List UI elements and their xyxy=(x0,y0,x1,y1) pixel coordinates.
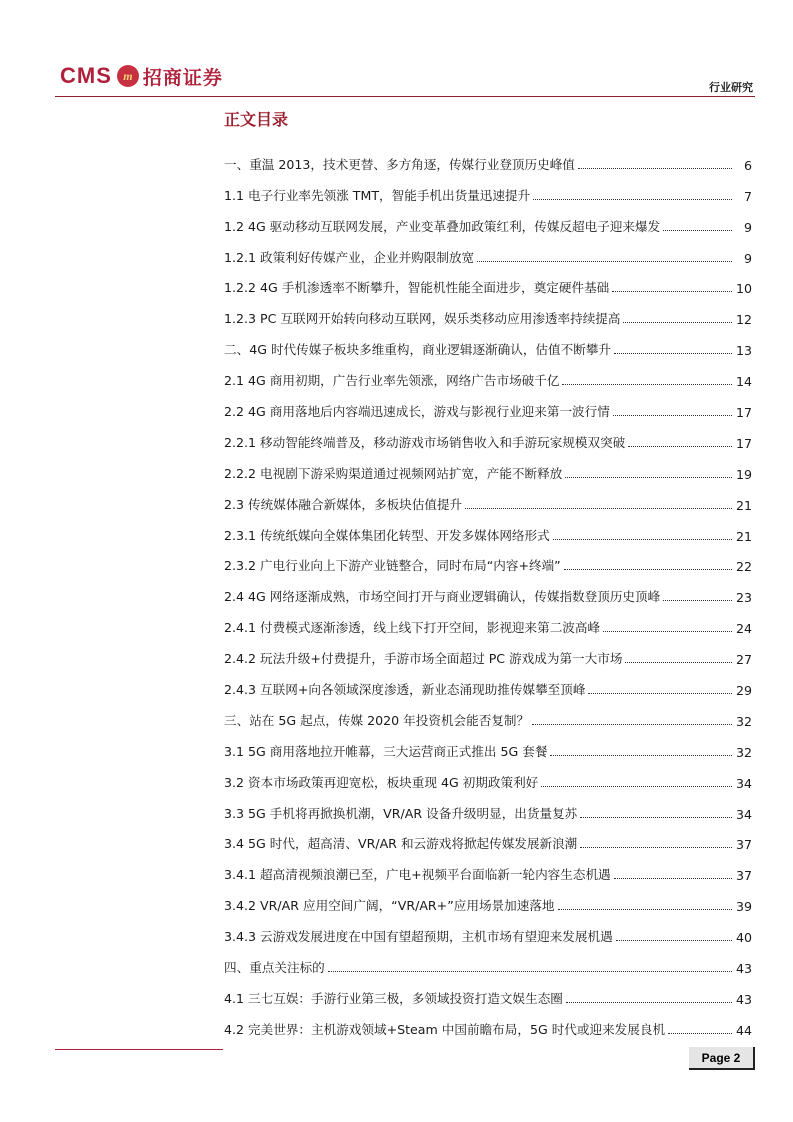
toc-entry[interactable] xyxy=(224,296,752,327)
toc-entry[interactable] xyxy=(224,976,752,1007)
toc-dot-leader xyxy=(588,693,732,694)
toc-entry-page: 29 xyxy=(735,683,752,699)
toc-dot-leader xyxy=(477,261,732,262)
toc-entry[interactable] xyxy=(224,914,752,945)
toc-entry-title: 3.4 5G 时代，超高清、VR/AR 和云游戏将掀起传媒发展新浪潮 xyxy=(224,836,578,852)
toc-entry-page: 32 xyxy=(735,744,752,760)
toc-entry[interactable] xyxy=(224,945,752,976)
toc-dot-leader xyxy=(614,878,732,879)
toc-dot-leader xyxy=(616,940,732,941)
toc-entry-title: 1.2 4G 驱动移动互联网发展，产业变革叠加政策红利，传媒反超电子迎来爆发 xyxy=(224,218,661,234)
toc-entry-page: 27 xyxy=(735,652,752,668)
toc-entry-title: 三、站在 5G 起点，传媒 2020 年投资机会能否复制？ xyxy=(224,712,530,728)
toc-entry-page: 34 xyxy=(735,806,752,822)
toc-entry-page: 17 xyxy=(735,405,752,421)
toc-entry-page: 23 xyxy=(735,590,752,606)
toc-entry-page: 43 xyxy=(735,991,752,1007)
toc-dot-leader xyxy=(558,909,732,910)
toc-entry-title: 3.2 资本市场政策再迎宽松，板块重现 4G 初期政策利好 xyxy=(224,774,539,790)
toc-entry[interactable] xyxy=(224,760,752,791)
toc-dot-leader xyxy=(465,508,732,509)
toc-entry[interactable] xyxy=(224,142,752,173)
toc-entry-page: 17 xyxy=(735,435,752,451)
toc-dot-leader xyxy=(328,971,732,972)
toc-entry-page: 32 xyxy=(735,713,752,729)
toc-entry[interactable] xyxy=(224,605,752,636)
toc-entry-page: 9 xyxy=(743,219,752,235)
toc-entry[interactable] xyxy=(224,358,752,389)
toc-dot-leader xyxy=(550,755,732,756)
toc-entry[interactable] xyxy=(224,729,752,760)
toc-entry[interactable] xyxy=(224,451,752,482)
toc-entry-page: 19 xyxy=(735,466,752,482)
toc-dot-leader xyxy=(623,322,732,323)
toc-dot-leader xyxy=(533,199,732,200)
toc-dot-leader xyxy=(612,291,732,292)
toc-entry-page: 10 xyxy=(735,281,752,297)
toc-dot-leader xyxy=(668,1033,732,1034)
report-type-label: 行业研究 xyxy=(709,81,753,94)
toc-entry[interactable] xyxy=(224,235,752,266)
toc-entry-title: 2.4.1 付费模式逐渐渗透，线上线下打开空间，影视迎来第二波高峰 xyxy=(224,620,601,636)
toc-entry-title: 1.2.1 政策利好传媒产业，企业并购限制放宽 xyxy=(224,249,475,265)
toc-dot-leader xyxy=(613,415,732,416)
toc-entry[interactable] xyxy=(224,883,752,914)
toc-dot-leader xyxy=(603,631,732,632)
toc-dot-leader xyxy=(564,569,732,570)
toc-entry-title: 2.3 传统媒体融合新媒体，多板块估值提升 xyxy=(224,496,463,512)
toc-entry[interactable] xyxy=(224,791,752,822)
toc-entry-title: 四、重点关注标的 xyxy=(224,960,325,976)
footer-divider xyxy=(55,1049,223,1050)
toc-entry-page: 9 xyxy=(743,250,752,266)
toc-entry[interactable] xyxy=(224,852,752,883)
toc-entry-title: 3.3 5G 手机将再掀换机潮，VR/AR 设备升级明显，出货量复苏 xyxy=(224,805,578,821)
toc-dot-leader xyxy=(663,600,732,601)
toc-entry[interactable] xyxy=(224,204,752,235)
toc-entry[interactable] xyxy=(224,574,752,605)
toc-dot-leader xyxy=(663,230,732,231)
toc-entry-page: 22 xyxy=(735,559,752,575)
toc-entry-title: 一、重温 2013，技术更替、多方角逐，传媒行业登顶历史峰值 xyxy=(224,156,575,172)
page-number-badge: Page 2 xyxy=(689,1047,755,1070)
toc-entry-title: 1.2.3 PC 互联网开始转向移动互联网，娱乐类移动应用渗透率持续提高 xyxy=(224,311,621,327)
toc-entry-title: 二、4G 时代传媒子板块多维重构，商业逻辑逐渐确认，估值不断攀升 xyxy=(224,342,611,358)
toc-entry-title: 1.2.2 4G 手机渗透率不断攀升，智能机性能全面进步，奠定硬件基础 xyxy=(224,280,610,296)
toc-entry-page: 34 xyxy=(735,775,752,791)
toc-entry-page: 37 xyxy=(735,868,752,884)
toc-entry[interactable] xyxy=(224,389,752,420)
toc-entry[interactable] xyxy=(224,822,752,853)
company-logo xyxy=(60,61,223,91)
toc-entry-title: 3.1 5G 商用落地拉开帷幕，三大运营商正式推出 5G 套餐 xyxy=(224,743,548,759)
toc-entry-page: 12 xyxy=(735,312,752,328)
toc-entry[interactable] xyxy=(224,667,752,698)
toc-entry-page: 44 xyxy=(735,1022,752,1038)
toc-dot-leader xyxy=(541,786,732,787)
toc-dot-leader xyxy=(532,724,732,725)
toc-entry[interactable] xyxy=(224,173,752,204)
toc-entry-title: 4.1 三七互娱：手游行业第三极，多领域投资打造文娱生态圈 xyxy=(224,990,563,1006)
toc-dot-leader xyxy=(565,477,732,478)
logo-text-cms: CMS xyxy=(60,63,112,88)
toc-entry-page: 40 xyxy=(735,930,752,946)
toc-entry-page: 43 xyxy=(735,961,752,977)
logo-seal-icon: m xyxy=(117,65,139,87)
toc-dot-leader xyxy=(614,353,732,354)
toc-entry-title: 2.2.1 移动智能终端普及，移动游戏市场销售收入和手游玩家规模双突破 xyxy=(224,434,626,450)
toc-entry-title: 2.3.1 传统纸媒向全媒体集团化转型、开发多媒体网络形式 xyxy=(224,527,550,543)
toc-entry-title: 1.1 电子行业率先领涨 TMT，智能手机出货量迅速提升 xyxy=(224,187,531,203)
toc-entry-title: 2.1 4G 商用初期，广告行业率先领涨，网络广告市场破千亿 xyxy=(224,373,560,389)
toc-dot-leader xyxy=(625,662,732,663)
toc-entry[interactable] xyxy=(224,636,752,667)
toc-entry-page: 39 xyxy=(735,899,752,915)
toc-entry[interactable] xyxy=(224,698,752,729)
toc-title: 正文目录 xyxy=(224,110,289,129)
toc-dot-leader xyxy=(562,384,732,385)
toc-entry[interactable] xyxy=(224,513,752,544)
toc-entry-title: 3.4.2 VR/AR 应用空间广阔，“VR/AR+”应用场景加速落地 xyxy=(224,898,555,914)
toc-entry[interactable] xyxy=(224,482,752,513)
toc-entry-title: 2.2 4G 商用落地后内容端迅速成长，游戏与影视行业迎来第一波行情 xyxy=(224,404,610,420)
logo-text-cn: 招商证券 xyxy=(142,66,223,89)
toc-entry-page: 14 xyxy=(735,374,752,390)
toc-dot-leader xyxy=(553,539,732,540)
toc-list xyxy=(224,142,752,1038)
toc-entry[interactable] xyxy=(224,266,752,297)
toc-entry-page: 6 xyxy=(743,157,752,173)
toc-entry-title: 4.2 完美世界：主机游戏领域+Steam 中国前瞻布局，5G 时代或迎来发展良机 xyxy=(224,1021,666,1037)
toc-entry[interactable] xyxy=(224,420,752,451)
toc-entry[interactable] xyxy=(224,544,752,575)
toc-entry-page: 37 xyxy=(735,837,752,853)
toc-entry-title: 2.3.2 广电行业向上下游产业链整合，同时布局“内容+终端” xyxy=(224,558,561,574)
toc-entry-page: 24 xyxy=(735,621,752,637)
toc-entry-page: 21 xyxy=(735,528,752,544)
toc-entry[interactable] xyxy=(224,1007,752,1038)
toc-entry-title: 3.4.1 超高清视频浪潮已至，广电+视频平台面临新一轮内容生态机遇 xyxy=(224,867,611,883)
toc-dot-leader xyxy=(578,168,732,169)
toc-entry[interactable] xyxy=(224,327,752,358)
toc-dot-leader xyxy=(628,446,732,447)
header-divider xyxy=(55,96,755,97)
toc-dot-leader xyxy=(566,1002,732,1003)
toc-entry-title: 2.4 4G 网络逐渐成熟，市场空间打开与商业逻辑确认，传媒指数登顶历史顶峰 xyxy=(224,589,661,605)
toc-entry-page: 13 xyxy=(735,343,752,359)
toc-dot-leader xyxy=(580,817,732,818)
toc-entry-title: 3.4.3 云游戏发展进度在中国有望超预期，主机市场有望迎来发展机遇 xyxy=(224,929,613,945)
toc-dot-leader xyxy=(580,847,732,848)
toc-entry-title: 2.2.2 电视剧下游采购渠道通过视频网站扩宽，产能不断释放 xyxy=(224,465,563,481)
toc-entry-title: 2.4.3 互联网+向各领域深度渗透，新业态涌现助推传媒攀至顶峰 xyxy=(224,682,586,698)
toc-entry-page: 7 xyxy=(743,188,752,204)
toc-entry-page: 21 xyxy=(735,497,752,513)
toc-entry-title: 2.4.2 玩法升级+付费提升，手游市场全面超过 PC 游戏成为第一大市场 xyxy=(224,651,623,667)
